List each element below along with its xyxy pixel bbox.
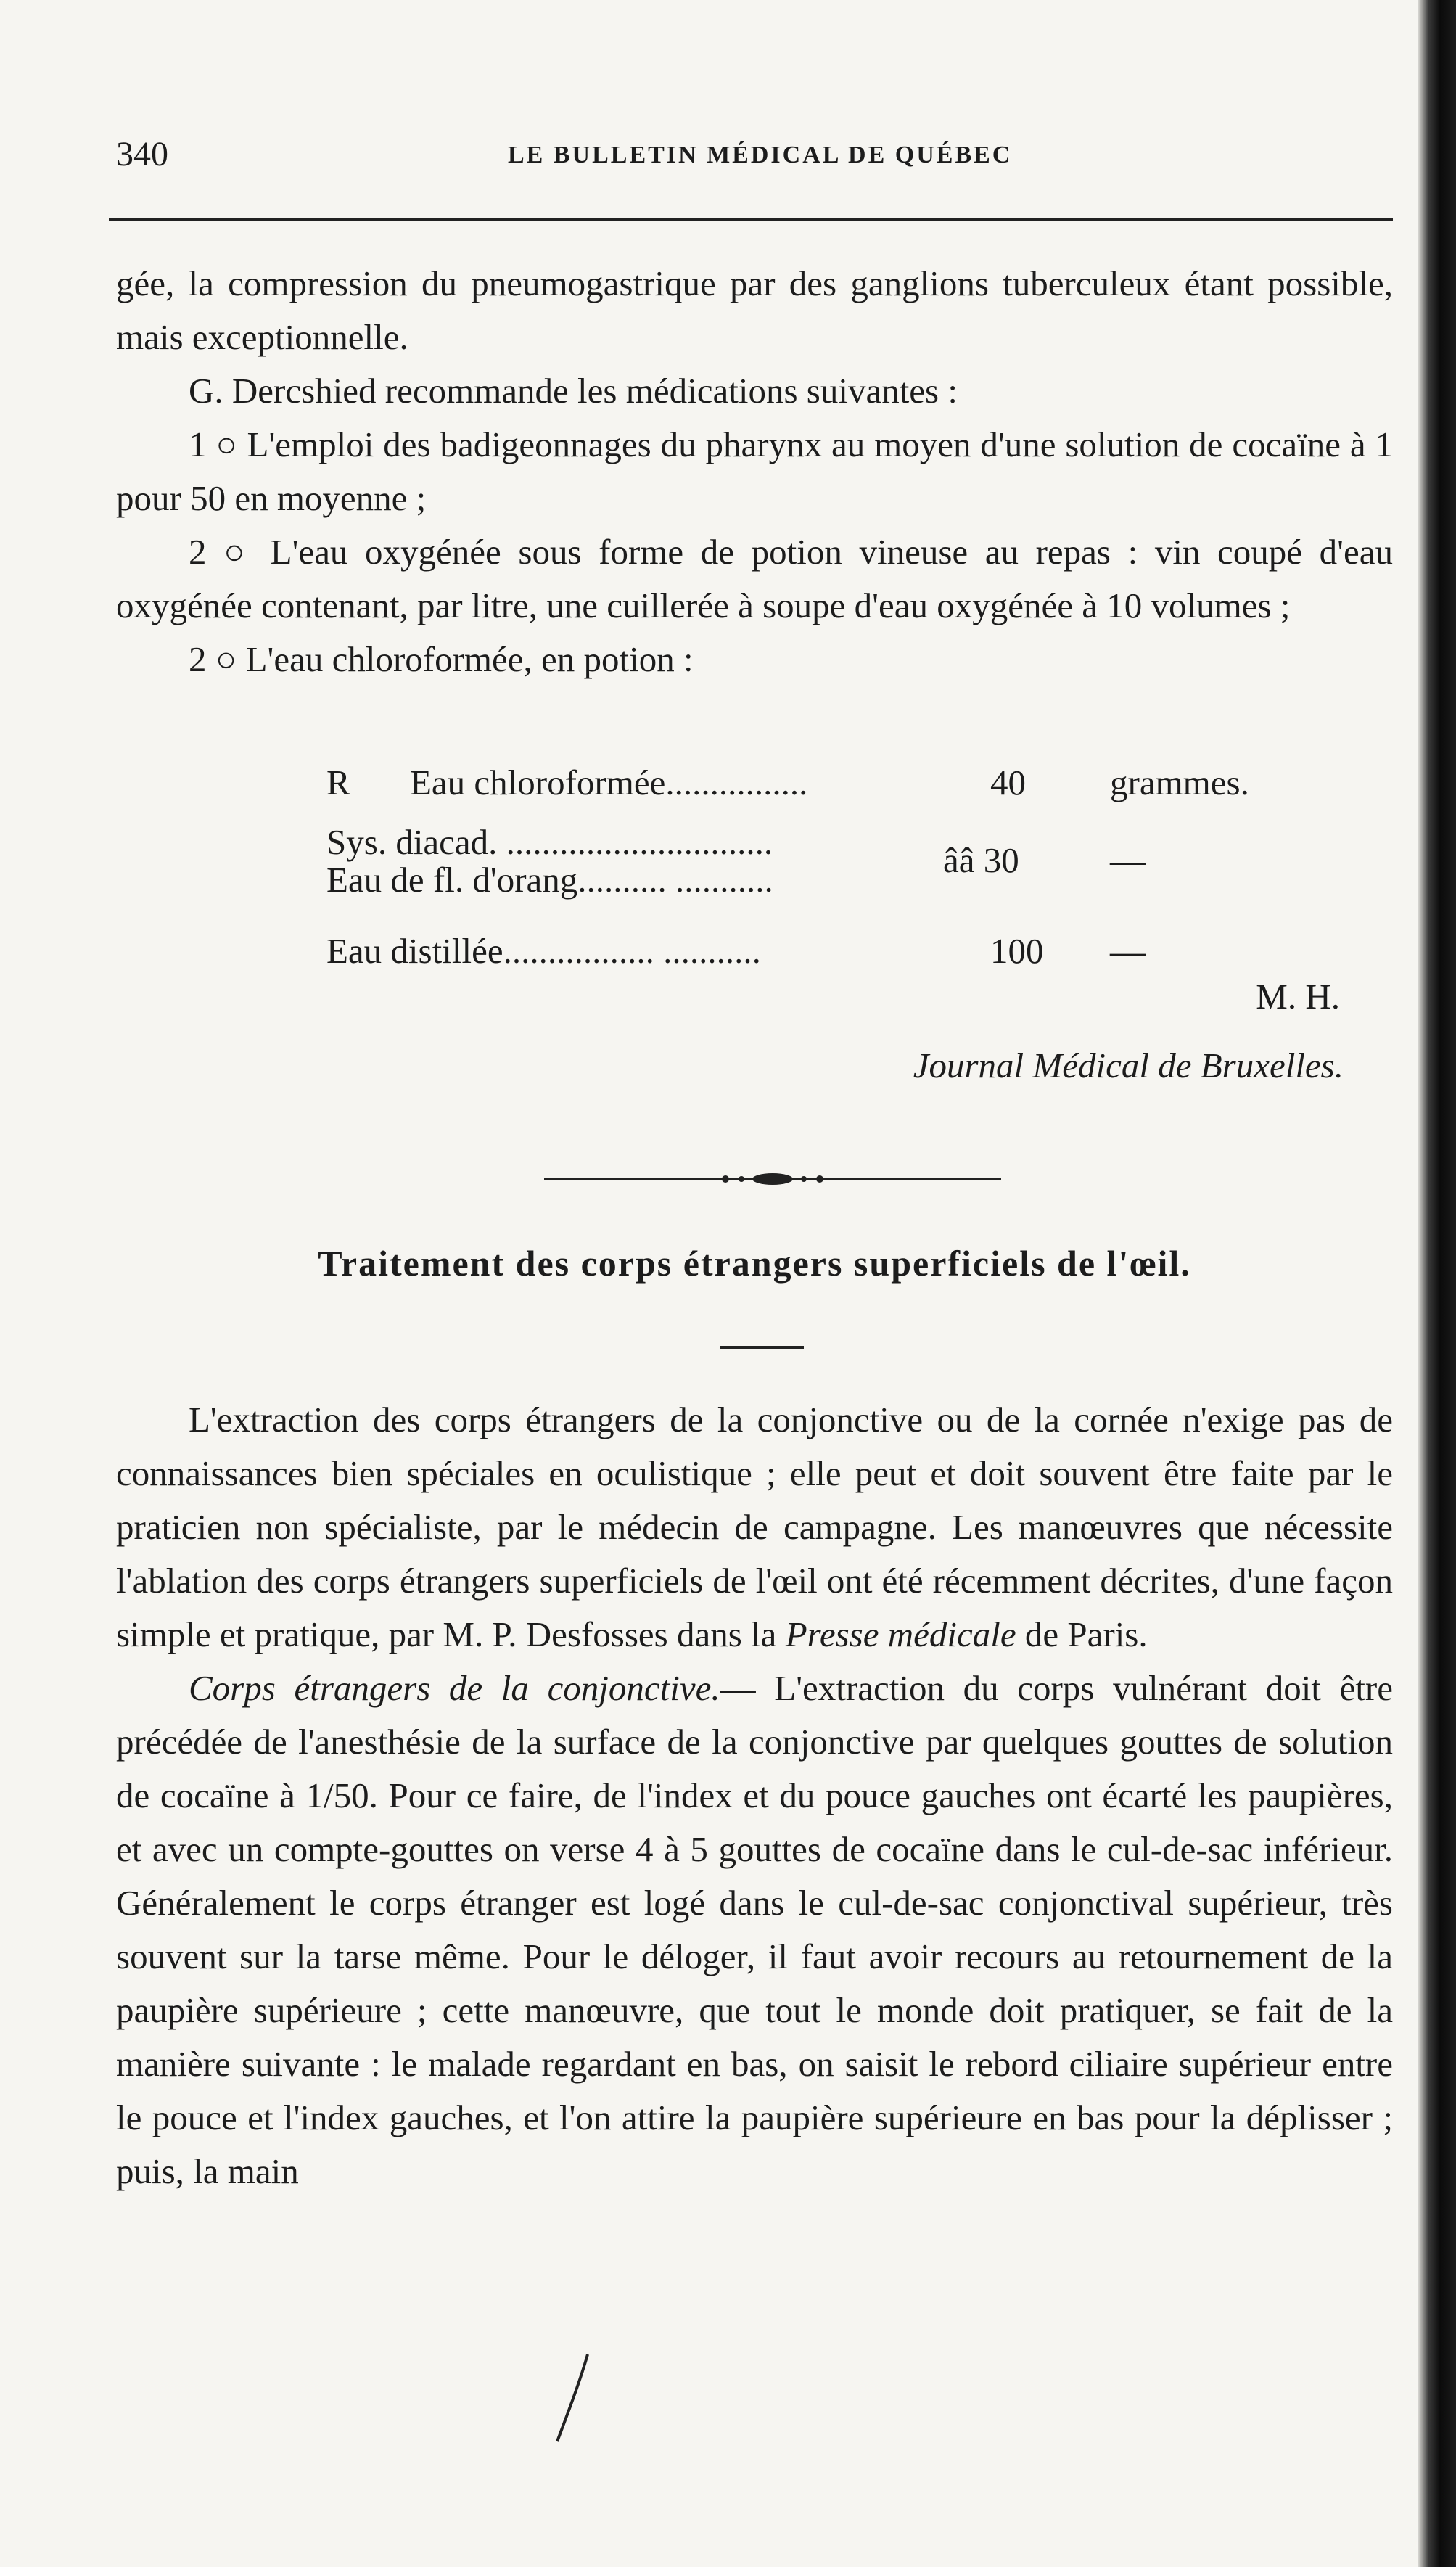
- paragraph: 2 ○ L'eau chloroformée, en potion :: [189, 639, 694, 679]
- author-initials: M. H.: [1256, 977, 1340, 1016]
- section-divider-ornament: [544, 1161, 1001, 1197]
- subheading: Corps étrangers de la conjonctive.: [189, 1668, 720, 1708]
- running-title: LE BULLETIN MÉDICAL DE QUÉBEC: [508, 141, 1013, 168]
- formula-unit: —: [1110, 840, 1146, 880]
- paragraph-text: — L'extraction du corps vulnérant doit être précédée de l'anesthésie de la surface de la conjonctive par quelques gouttes de solution de cocaïne à 1/50. Pour ce faire, de l'index et du pouce gauches ont écarté les paupières, et avec un compte-gouttes on verse 4 à 5 gouttes de cocaïne dans le cul-de-sac inférieur. Généralement le corps étranger est logé dans le cul-de-sac conjonctival supérieur, très souvent sur la tarse même. Pour le déloger, il faut avoir recours au retournement de la paupière supérieure ; cette manœuvre, que tout le monde doit pratiquer, se fait de la manière suivante : le malade regardant en bas, on saisit le rebord ciliaire supérieur entre le pouce et l'index gauches, et l'on attire la paupière supérieure en bas pour la déplisser ; puis, la main: [116, 1668, 1393, 2191]
- source-citation: Journal Médical de Bruxelles.: [913, 1046, 1344, 1085]
- pen-stroke-mark: [551, 2351, 595, 2445]
- formula-unit: grammes.: [1110, 763, 1249, 802]
- title-rule: [720, 1346, 804, 1349]
- formula-ingredient: Eau distillée................. ...........: [326, 931, 761, 971]
- page-header: [116, 134, 1393, 185]
- formula-quantity: 100: [990, 931, 1044, 971]
- journal-name: Presse médicale: [785, 1614, 1016, 1654]
- paragraph: [116, 1393, 1393, 1662]
- rx-symbol: R: [326, 763, 350, 802]
- paragraph-text: de Paris.: [1016, 1614, 1148, 1654]
- page-binding-edge: [1418, 0, 1456, 2567]
- formula-row: [326, 762, 1249, 821]
- formula-unit: —: [1110, 931, 1146, 971]
- section-title: Traitement des corps étrangers superficiels de l'œil.: [318, 1243, 1191, 1284]
- paragraph: [116, 1662, 1393, 2198]
- header-rule: [109, 218, 1393, 221]
- paragraph: 2 ○ L'eau oxygénée sous forme de potion vineuse au repas : vin coupé d'eau oxygénée contenant, par litre, une cuillerée à soupe d'eau oxygénée à 10 volumes ;: [116, 532, 1393, 625]
- article-continuation: [116, 257, 1393, 686]
- formula-row: [326, 930, 1233, 990]
- paragraph-text: L'extraction des corps étrangers de la conjonctive ou de la cornée n'exige pas de connaissances bien spéciales en oculistique ; elle peut et doit souvent être faite par le praticien non spécialiste, par le médecin de campagne. Les manœuvres que nécessite l'ablation des corps étrangers superficiels de l'œil ont été récemment décrites, d'une façon simple et pratique, par M. P. Desfosses dans la: [116, 1400, 1393, 1654]
- formula-row: [326, 821, 1233, 930]
- formula-quantity: 40: [990, 763, 1026, 802]
- page-number: 340: [116, 135, 168, 173]
- formula-ingredient: Eau de fl. d'orang.......... ...........: [326, 860, 773, 900]
- prescription-formula: [326, 762, 1249, 990]
- article-body: [116, 1393, 1393, 2198]
- paragraph: gée, la compression du pneumogastrique par des ganglions tuberculeux étant possible, mais exceptionnelle.: [116, 263, 1393, 357]
- formula-ingredient: Eau chloroformée................: [410, 763, 808, 802]
- formula-ingredient: Sys. diacad. ..............................: [326, 822, 773, 862]
- paragraph: G. Dercshied recommande les médications suivantes :: [189, 371, 958, 411]
- formula-quantity: ââ 30: [943, 840, 1019, 880]
- paragraph: 1 ○ L'emploi des badigeonnages du pharynx au moyen d'une solution de cocaïne à 1 pour 50 en moyenne ;: [116, 424, 1393, 518]
